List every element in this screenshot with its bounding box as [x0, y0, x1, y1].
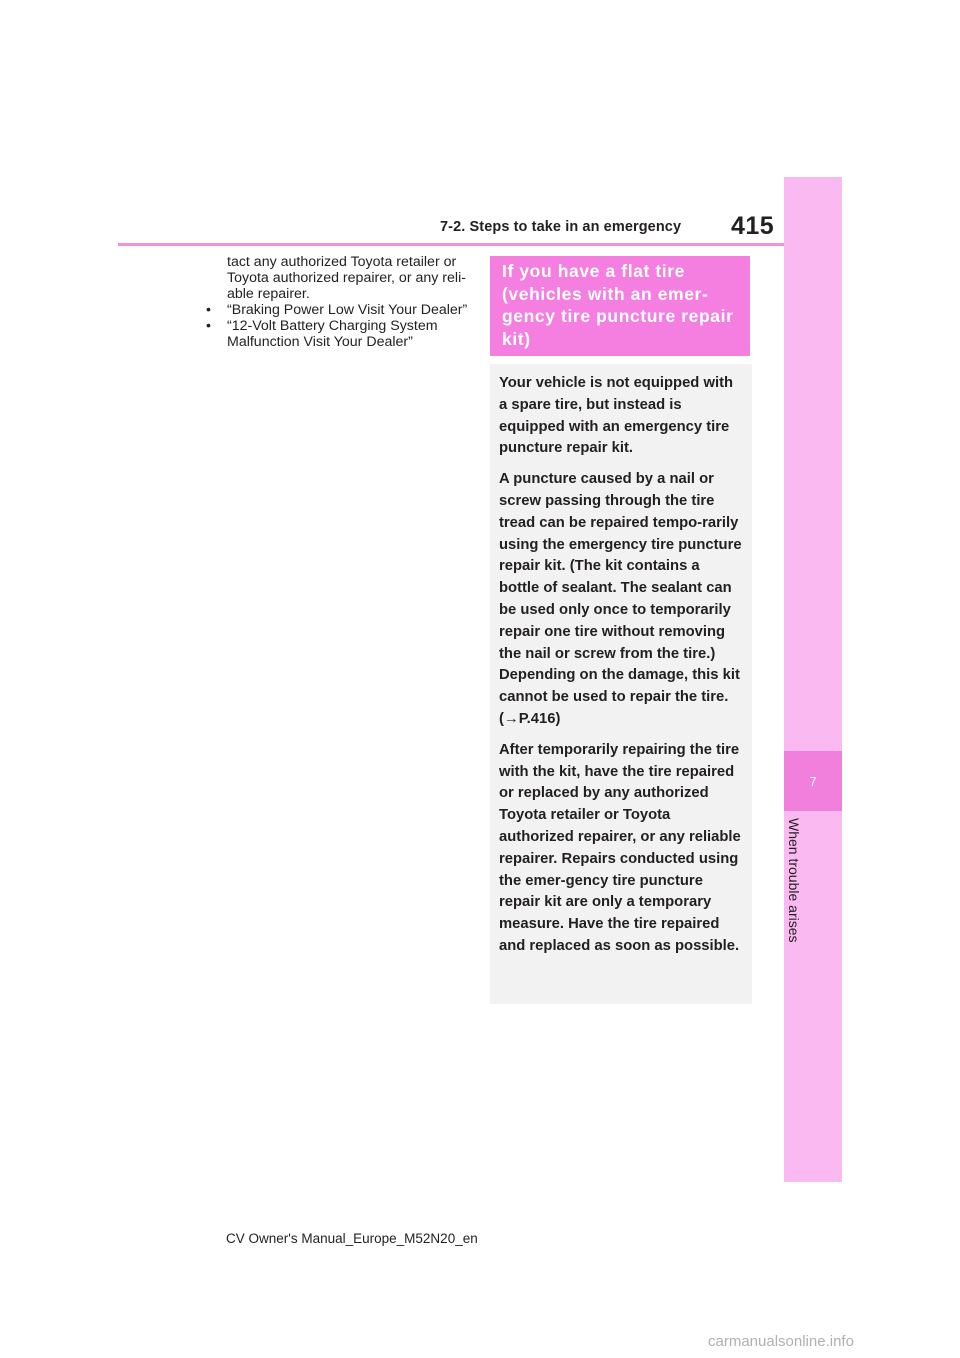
- chapter-number: 7: [784, 751, 842, 811]
- bullet-icon: •: [206, 318, 211, 334]
- watermark: carmanualsonline.info: [708, 1333, 854, 1350]
- manual-footer: CV Owner's Manual_Europe_M52N20_en: [226, 1231, 478, 1246]
- list-item-text: “Braking Power Low Visit Your Dealer”: [227, 302, 468, 318]
- page-number: 415: [731, 212, 775, 240]
- continued-paragraph: tact any authorized Toyota retailer or Toyota authorized repairer, or any reli-able repairer.: [227, 254, 466, 302]
- left-column: [202, 254, 472, 350]
- section-body: [490, 364, 752, 1004]
- header-divider: [118, 243, 784, 246]
- section-heading: If you have a flat tire (vehicles with an emer-gency tire puncture repair kit): [490, 256, 750, 356]
- list-item: [202, 318, 472, 350]
- chapter-title: When trouble arises: [786, 818, 802, 943]
- section-title: 7-2. Steps to take in an emergency: [440, 219, 682, 235]
- list-item-text: “12-Volt Battery Charging System Malfunction Visit Your Dealer”: [227, 318, 438, 350]
- bullet-icon: •: [206, 302, 211, 318]
- warning-message-list: [202, 302, 472, 350]
- paragraph: After temporarily repairing the tire with the kit, have the tire repaired or replaced by any authorized Toyota retailer or Toyota authorized repairer, or any reliable repairer. Repairs conducted using the emer-gency tire puncture repair kit are only a temporary measure. Have the tire repaired and replaced as soon as possible.: [499, 741, 741, 954]
- list-item: [202, 302, 472, 318]
- paragraph: Your vehicle is not equipped with a spare tire, but instead is equipped with an emergency tire puncture repair kit.: [499, 375, 734, 457]
- paragraph: A puncture caused by a nail or screw passing through the tire tread can be repaired tempo-rarily using the emergency tire puncture repair kit. (The kit contains a bottle of sealant. The sealant can be used only once to temporarily repair one tire without removing the nail or screw from the tire.) Depending on the damage, this kit cannot be used to repair the tire. (→P.416): [499, 471, 742, 727]
- chapter-side-tab: [784, 177, 842, 1182]
